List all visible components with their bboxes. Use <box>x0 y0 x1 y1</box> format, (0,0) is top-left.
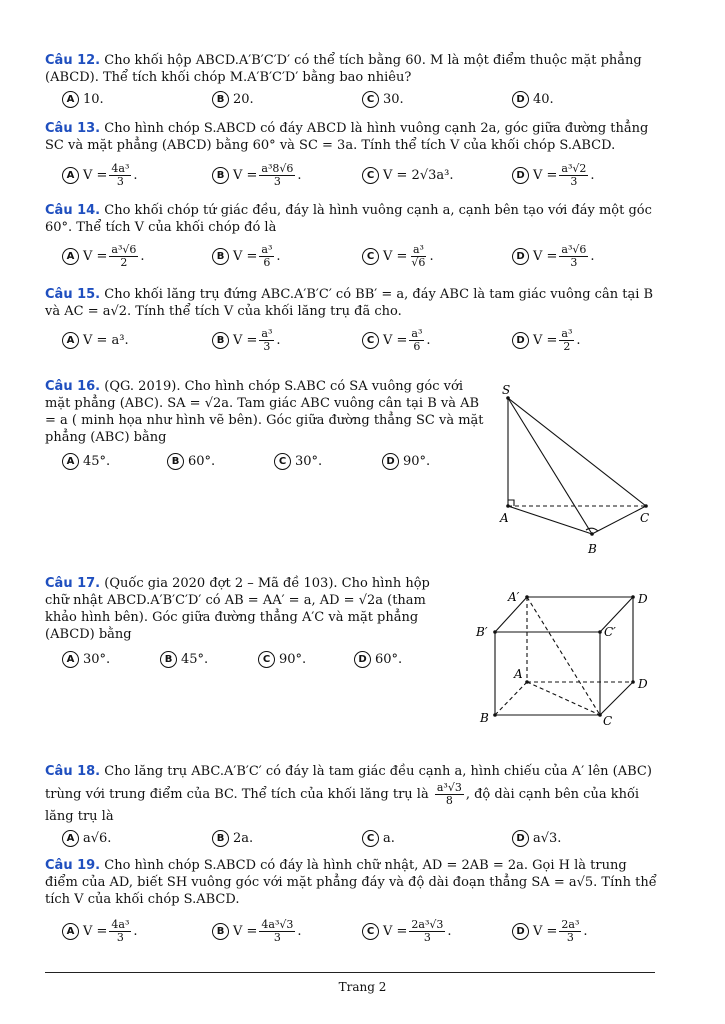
fraction: $\frac{\text{a³}}{2}$ <box>561 326 573 353</box>
option-a[interactable]: A V = $\frac{\text{a³√6}}{2}$ . <box>62 243 145 269</box>
fraction: $\frac{\text{4a³}}{3}$ <box>111 917 130 944</box>
answers-18 <box>62 825 662 851</box>
fraction: $\frac{\text{a³√6}}{2}$ <box>111 242 137 269</box>
option-b[interactable]: B 60°. <box>167 448 215 474</box>
point-label-d: D <box>638 677 648 691</box>
option-a[interactable]: A V = $\frac{\text{4a³}}{3}$ . <box>62 918 138 944</box>
point-label-b: B <box>588 542 597 556</box>
option-a[interactable]: A 30°. <box>62 646 110 672</box>
option-b[interactable]: B V = $\frac{\text{a³8√6}}{3}$ . <box>212 162 302 188</box>
answers-14 <box>62 243 662 269</box>
question-stem: (Quốc gia 2020 đợt 2 – Mã đề 103). Cho hình hộp chữ nhật ABCD.A′B′C′D′ có AB = AA′ = a, AD = √2a (tham khảo hình bên). Góc giữa đường thẳng A′C và mặt phẳng (ABCD) bằng <box>45 576 430 642</box>
fraction: $\frac{\text{a³}}{√6}$ <box>411 242 426 269</box>
point-label-c: C <box>640 511 650 525</box>
question-stem: Cho hình chóp S.ABCD có đáy ABCD là hình vuông cạnh 2a, góc giữa đường thẳng SC và mặt phẳng (ABCD) bằng 60° và SC = 3a. Tính thể tích V của khối chóp S.ABCD. <box>45 121 649 153</box>
option-c[interactable]: C 90°. <box>258 646 306 672</box>
option-d[interactable]: D 60°. <box>354 646 402 672</box>
question-19 <box>45 857 657 908</box>
option-c[interactable]: C V = 2√3a³. <box>362 162 453 188</box>
option-d[interactable]: D V = $\frac{\text{a³√6}}{3}$ . <box>512 243 595 269</box>
question-18 <box>45 762 657 827</box>
option-b[interactable]: B 20. <box>212 86 254 112</box>
page-number: Trang 2 <box>338 980 387 994</box>
question-stem: Cho khối lăng trụ đứng ABC.A′B′C′ có BB′ = a, đáy ABC là tam giác vuông cân tại B và AC = a√2. Tính thể tích V của khối lăng trụ đã cho. <box>45 287 654 319</box>
option-d[interactable]: D 90°. <box>382 448 430 474</box>
fraction: $\frac{\text{4a³√3}}{3}$ <box>261 917 294 944</box>
question-stem-tail: , độ dài cạnh bên của khối lăng trụ là <box>45 787 640 824</box>
question-13 <box>45 120 657 154</box>
question-label: Câu 12. <box>45 53 101 68</box>
option-d[interactable]: D V = $\frac{\text{2a³}}{3}$ . <box>512 918 588 944</box>
question-label: Câu 15. <box>45 287 101 302</box>
option-b[interactable]: B V = $\frac{\text{a³}}{6}$ . <box>212 243 281 269</box>
question-stem: Cho lăng trụ ABC.A′B′C′ có đáy là tam giác đều cạnh a, hình chiếu của A′ lên (ABC) trùng với trung điểm của BC. Thể tích của khối lăng trụ là <box>45 764 652 802</box>
fraction: $\frac{\text{2a³√3}}{3}$ <box>411 917 444 944</box>
question-15 <box>45 286 657 320</box>
answers-16 <box>62 448 482 474</box>
option-b[interactable]: B V = $\frac{\text{4a³√3}}{3}$ . <box>212 918 302 944</box>
pyramid-figure <box>490 380 670 560</box>
fraction: $\frac{\text{a³√3}}{8}$ <box>436 781 462 807</box>
option-c[interactable]: C a. <box>362 825 395 851</box>
question-17 <box>45 575 445 643</box>
footer-divider <box>45 972 655 973</box>
option-d[interactable]: D V = $\frac{\text{a³√2}}{3}$ . <box>512 162 595 188</box>
option-d[interactable]: D V = $\frac{\text{a³}}{2}$ . <box>512 327 581 353</box>
fraction: $\frac{\text{2a³}}{3}$ <box>561 917 580 944</box>
question-label: Câu 16. <box>45 379 101 394</box>
point-label-a: A <box>500 511 509 525</box>
point-label-d1: D <box>638 592 648 606</box>
question-14 <box>45 202 657 236</box>
option-a[interactable]: A V = a³. <box>62 327 129 353</box>
option-a[interactable]: A 10. <box>62 86 104 112</box>
point-label-b1: B′ <box>476 625 488 639</box>
answers-12 <box>62 86 662 112</box>
question-stem: (QG. 2019). Cho hình chóp S.ABC có SA vuông góc với mặt phẳng (ABC). SA = √2a. Tam giác ABC vuông cân tại B và AB = a ( minh họa như hình vẽ bên). Góc giữa đường thẳng SC và mặt phẳng (ABC) bằng <box>45 379 484 445</box>
option-c[interactable]: C V = $\frac{\text{a³}}{√6}$ . <box>362 243 434 269</box>
answers-15 <box>62 327 662 353</box>
option-d[interactable]: D 40. <box>512 86 554 112</box>
question-16 <box>45 378 485 446</box>
point-label-a: A <box>514 667 523 681</box>
question-label: Câu 14. <box>45 203 101 218</box>
point-label-c: C <box>603 714 613 728</box>
fraction: $\frac{\text{a³}}{3}$ <box>261 326 273 353</box>
fraction: $\frac{\text{a³}}{6}$ <box>261 242 273 269</box>
question-stem: Cho khối chóp tứ giác đều, đáy là hình vuông cạnh a, cạnh bên tạo với đáy một góc 60°. Thể tích V của khối chóp đó là <box>45 203 652 235</box>
option-a[interactable]: A a√6. <box>62 825 111 851</box>
fraction: $\frac{\text{a³√6}}{3}$ <box>561 242 587 269</box>
box-figure <box>470 585 660 730</box>
question-12 <box>45 52 657 86</box>
fraction: $\frac{\text{a³√2}}{3}$ <box>561 161 587 188</box>
question-label: Câu 17. <box>45 576 101 591</box>
fraction: $\frac{\text{a³}}{6}$ <box>411 326 423 353</box>
option-a[interactable]: A V = $\frac{\text{4a³}}{3}$ . <box>62 162 138 188</box>
option-c[interactable]: C V = $\frac{\text{2a³√3}}{3}$ . <box>362 918 452 944</box>
option-c[interactable]: C V = $\frac{\text{a³}}{6}$ . <box>362 327 431 353</box>
point-label-s: S <box>502 383 511 397</box>
question-label: Câu 18. <box>45 764 101 779</box>
answers-19 <box>62 918 662 944</box>
point-label-c1: C′ <box>604 625 616 639</box>
question-stem: Cho hình chóp S.ABCD có đáy là hình chữ nhật, AD = 2AB = 2a. Gọi H là trung điểm của AD, biết SH vuông góc với mặt phẳng đáy và độ dài đoạn thẳng SA = a√5. Tính thể tích V của khối chóp S.ABCD. <box>45 858 657 907</box>
question-label: Câu 19. <box>45 858 101 873</box>
answers-13 <box>62 162 662 188</box>
question-stem: Cho khối hộp ABCD.A′B′C′D′ có thể tích bằng 60. M là một điểm thuộc mặt phẳng (ABCD). Thể tích khối chóp M.A′B′C′D′ bằng bao nhiêu? <box>45 53 642 85</box>
option-c[interactable]: C 30. <box>362 86 404 112</box>
point-label-b: B <box>480 711 489 725</box>
fraction: $\frac{\text{a³8√6}}{3}$ <box>261 161 294 188</box>
option-c[interactable]: C 30°. <box>274 448 322 474</box>
fraction: $\frac{\text{4a³}}{3}$ <box>111 161 130 188</box>
question-label: Câu 13. <box>45 121 101 136</box>
option-b[interactable]: B V = $\frac{\text{a³}}{3}$ . <box>212 327 281 353</box>
option-a[interactable]: A 45°. <box>62 448 110 474</box>
option-b[interactable]: B 45°. <box>160 646 208 672</box>
option-d[interactable]: D a√3. <box>512 825 561 851</box>
option-b[interactable]: B 2a. <box>212 825 253 851</box>
answers-17 <box>62 646 462 672</box>
point-label-a1: A′ <box>508 590 520 604</box>
